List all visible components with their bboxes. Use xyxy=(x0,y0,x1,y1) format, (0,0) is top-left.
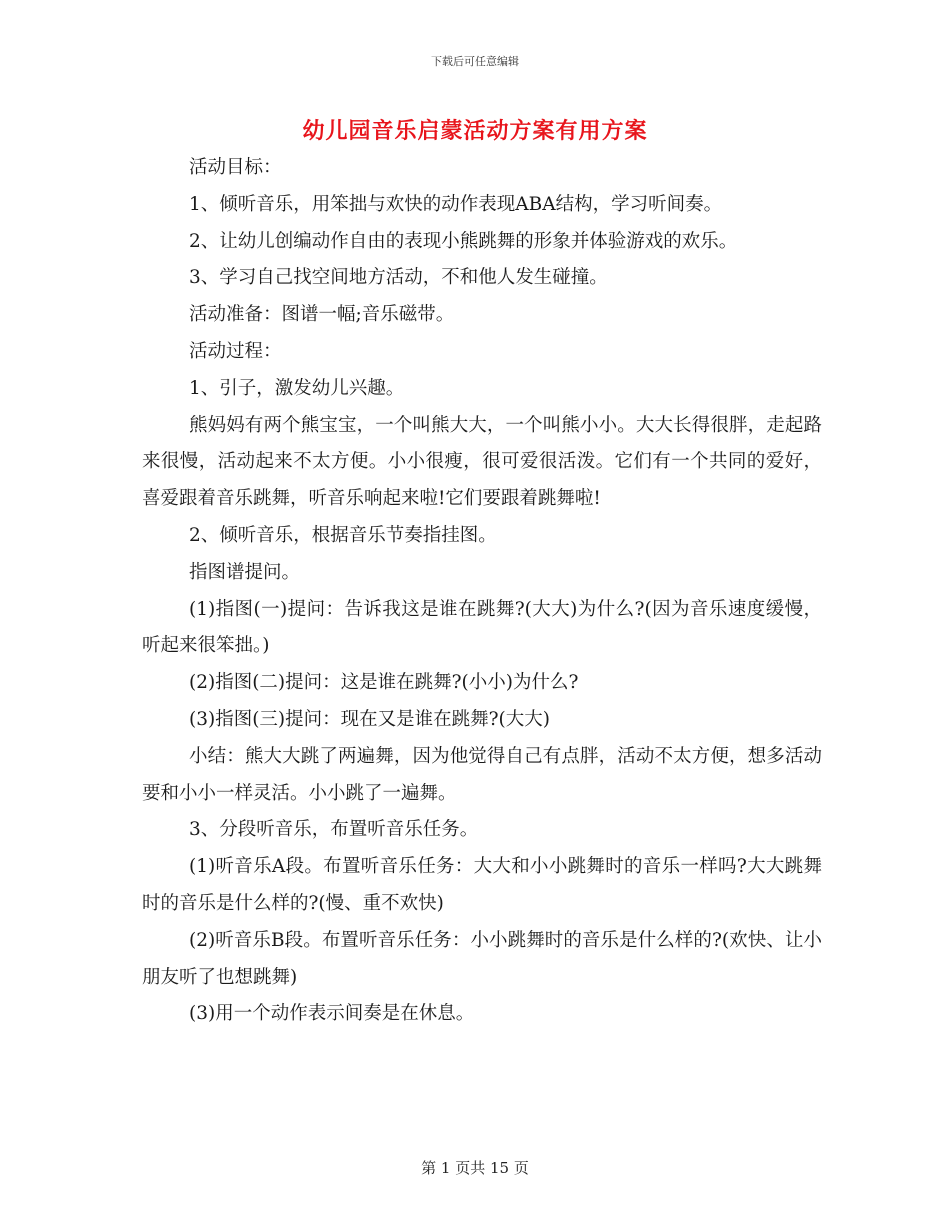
paragraph: (1)指图(一)提问：告诉我这是谁在跳舞?(大大)为什么?(因为音乐速度缓慢，听起来很笨拙。) xyxy=(142,598,822,657)
page-footer: 第 1 页共 15 页 xyxy=(421,1159,529,1177)
paragraph: (3)用一个动作表示间奏是在休息。 xyxy=(189,1003,475,1025)
paragraph: (3)指图(三)提问：现在又是谁在跳舞?(大大) xyxy=(189,708,550,730)
paragraph: 3、分段听音乐，布置听音乐任务。 xyxy=(189,819,479,841)
paragraph: (1)听音乐A段。布置听音乐任务：大大和小小跳舞时的音乐一样吗?大大跳舞时的音乐是什么样的?(慢、重不欢快) xyxy=(142,856,822,914)
paragraph: 活动过程： xyxy=(189,340,282,362)
paragraph: 2、倾听音乐，根据音乐节奏指挂图。 xyxy=(189,524,497,546)
paragraph: 活动目标： xyxy=(189,157,282,178)
paragraph: 1、引子，激发幼儿兴趣。 xyxy=(189,377,405,399)
paragraph: 2、让幼儿创编动作自由的表现小熊跳舞的形象并体验游戏的欢乐。 xyxy=(189,230,738,252)
paragraph: (2)听音乐B段。布置听音乐任务：小小跳舞时的音乐是什么样的?(欢快、让小朋友听了也想跳舞) xyxy=(142,929,822,988)
paragraph: (2)指图(二)提问：这是谁在跳舞?(小小)为什么? xyxy=(189,672,579,694)
paragraph: 活动准备：图谱一幅;音乐磁带。 xyxy=(189,304,455,326)
document-body xyxy=(142,150,822,1033)
paragraph: 小结：熊大大跳了两遍舞，因为他觉得自己有点胖，活动不太方便，想多活动要和小小一样灵活。小小跳了一遍舞。 xyxy=(142,745,822,804)
paragraph: 3、学习自己找空间地方活动，不和他人发生碰撞。 xyxy=(189,267,608,289)
paragraph: 指图谱提问。 xyxy=(189,561,301,583)
header-note: 下载后可任意编辑 xyxy=(431,55,519,68)
paragraph: 熊妈妈有两个熊宝宝，一个叫熊大大，一个叫熊小小。大大长得很胖，走起路来很慢，活动起来不太方便。小小很瘦，很可爱很活泼。它们有一个共同的爱好，喜爱跟着音乐跳舞，听音乐响起来啦!它们要跟着跳舞啦! xyxy=(142,414,822,510)
document-title: 幼儿园音乐启蒙活动方案有用方案 xyxy=(302,118,648,144)
paragraph: 1、倾听音乐，用笨拙与欢快的动作表现ABA结构，学习听间奏。 xyxy=(189,193,723,215)
